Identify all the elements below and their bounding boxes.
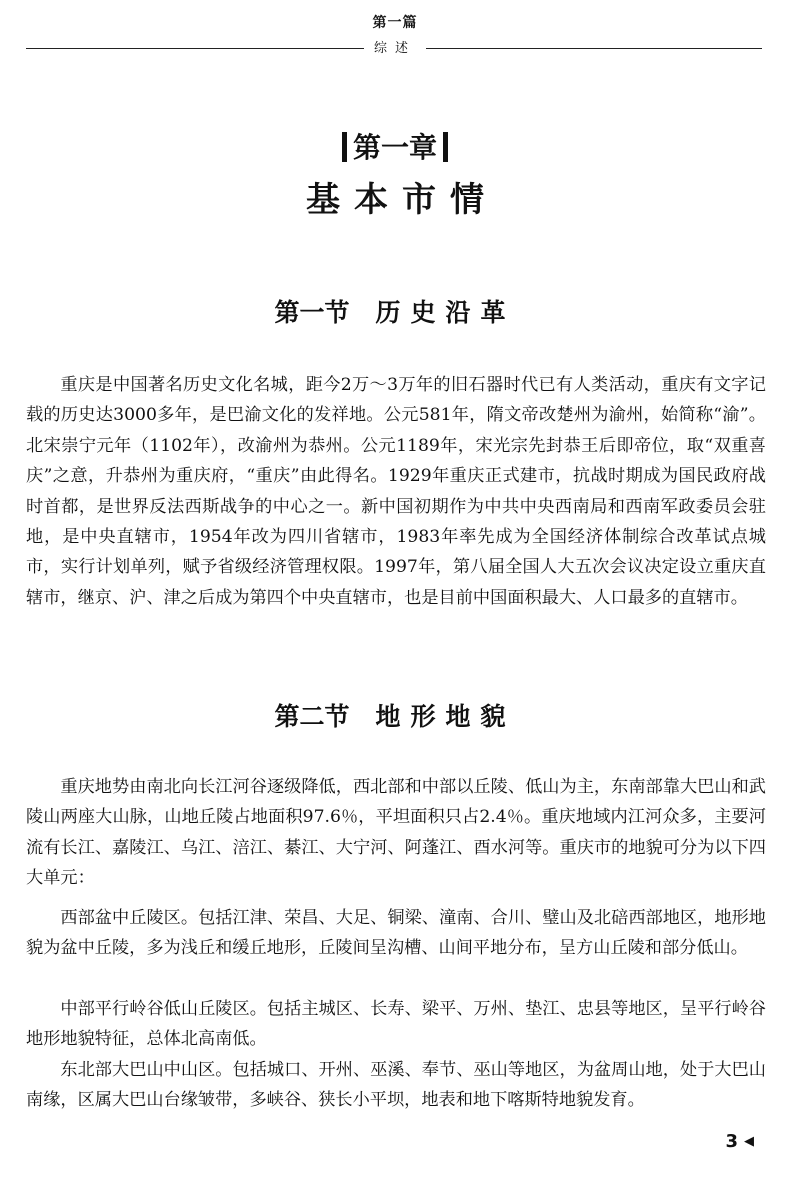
chapter-bar-right (443, 132, 448, 162)
part-subtitle-wrap (0, 40, 790, 58)
page-number-text: 3 (725, 1131, 738, 1152)
page-number (725, 1131, 754, 1153)
section-number: 第一节 (274, 298, 350, 327)
chapter-bar-left (342, 132, 347, 162)
paragraph-northeast-mountains: 东北部大巴山中山区。包括城口、开州、巫溪、奉节、巫山等地区，为盆周山地，处于大巴山南缘，区属大巴山台缘皱带，多峡谷、狭长小平坝，地表和地下喀斯特地貌发育。 (26, 1060, 766, 1111)
chapter-title: 基本市情 (306, 180, 498, 220)
chapter-label-text: 第一章 (352, 131, 437, 164)
section-title-terrain (0, 700, 790, 734)
paragraph-central-valleys: 中部平行岭谷低山丘陵区。包括主城区、长寿、梁平、万州、垫江、忠县等地区，呈平行岭谷地形地貌特征，总体北高南低。 (26, 999, 766, 1050)
page-arrow-icon: ◀ (744, 1134, 754, 1149)
paragraph-western-hills: 西部盆中丘陵区。包括江津、荣昌、大足、铜梁、潼南、合川、璧山及北碚西部地区，地形地貌为盆中丘陵，多为浅丘和缓丘地形，丘陵间呈沟槽、山间平地分布，呈方山丘陵和部分低山。 (26, 908, 766, 959)
section-title-history (0, 296, 790, 330)
part-title: 第一篇 (372, 15, 418, 31)
section-name: 历史沿革 (375, 298, 516, 327)
section-number: 第二节 (274, 702, 350, 731)
paragraph-terrain-overview: 重庆地势由南北向长江河谷逐级降低，西北部和中部以丘陵、低山为主，东南部靠大巴山和武陵山两座大山脉，山地丘陵占地面积97.6％，平坦面积只占2.4％。重庆地域内江河众多，主要河流有长江、嘉陵江、乌江、涪江、綦江、大宁河、阿蓬江、酉水河等。重庆市的地貌可分为以下四大单元： (26, 777, 766, 889)
section-name: 地形地貌 (375, 702, 516, 731)
part-subtitle: 综述 (364, 41, 426, 56)
chapter-label (0, 130, 790, 166)
running-head (0, 14, 790, 32)
paragraph-history: 重庆是中国著名历史文化名城，距今2万～3万年的旧石器时代已有人类活动，重庆有文字记载的历史达3000多年，是巴渝文化的发祥地。公元581年，隋文帝改楚州为渝州，始简称“渝”。北宋崇宁元年（1102年），改渝州为恭州。公元1189年，宋光宗先封恭王后即帝位，取“双重喜庆”之意，升恭州为重庆府，“重庆”由此得名。1929年重庆正式建市，抗战时期成为国民政府战时首都，是世界反法西斯战争的中心之一。新中国初期作为中共中央西南局和西南军政委员会驻地，是中央直辖市，1954年改为四川省辖市，1983年率先成为全国经济体制综合改革试点城市，实行计划单列，赋予省级经济管理权限。1997年，第八届全国人大五次会议决定设立重庆直辖市，继京、沪、津之后成为第四个中央直辖市，也是目前中国面积最大、人口最多的直辖市。 (26, 375, 766, 608)
